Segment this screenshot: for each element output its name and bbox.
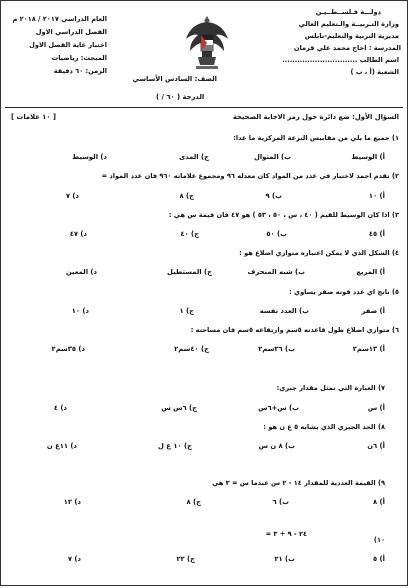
ministry-name: وزارة التـربيــة والـتعليم العالي [298,20,399,28]
school-name: المدرسة : اخاج محمد علي قرمان [293,44,401,52]
question-6: ٦) متوازي اضلاع طول قاعدته ٥سم وارتفاعه ٥سم فان مساحته : [190,326,399,334]
question-9: ٩) القيمة العددية للمقدار ١٤ - ٢ س عندما س = ٣ هي [212,479,385,487]
q10-option-d[interactable]: د) ٧ [67,555,81,563]
q6-option-d[interactable]: د) ٣٥سم٢ [51,345,85,353]
q3-option-d[interactable]: د) ٤٧ [69,230,87,238]
header-right [282,6,399,78]
q9-option-c[interactable]: ج) ٨ [186,498,201,506]
question-7: ٧) العبارة التي تمثل مقدار جبري: [276,384,385,392]
q1-option-d[interactable]: د) الوسيط [72,153,107,161]
q7-option-c[interactable]: ج) ٦س س [161,404,197,412]
question-10-expression: ٢٤ - ٩ ÷ ٣ = [265,530,307,538]
question-5: ٥) ناتج اي عدد قوته صفر يساوي : [289,288,399,296]
q5-option-d[interactable]: د) ١٠ [71,307,89,315]
header-left [13,13,107,78]
section-title: السؤال الأول: ضع دائرة حول رمز الاجابة الصحيحة [232,113,399,121]
question-3: ٣) اذا كان الوسيط للقيم ( ٤٠ ، س ، ٥٠ ، ٥٣ ) هو ٤٧ فان قيمة س هي : [168,211,399,219]
q4-option-c[interactable]: ج) المستطيل [167,268,212,276]
student-name-field: اسم الطالب .............................. [282,56,399,64]
semester: الفصل الدراسي الاول [35,28,107,36]
q5-option-a[interactable]: أ) صفر [361,307,385,315]
q8-option-a[interactable]: أ) ٦ن [367,442,385,450]
q5-option-c[interactable]: ج) ١ [179,307,194,315]
school-year: العام الدراسي ٢٠١٧ / ٢٠١٨ م [12,15,107,23]
section-marks: [ ١٠ علامات ] [11,113,57,121]
grade-label: الصف: السادس الأساسي [132,75,217,83]
q10-option-a[interactable]: أ) ٥ [373,555,385,563]
question-8: ٨) الحد الجبري الذي يشابه ٥ ع ن هو : [263,423,385,431]
q4-option-b[interactable]: ب) شبه المنحرف [247,268,305,276]
q10-option-b[interactable]: ب) ٢١ [274,555,295,563]
q3-option-b[interactable]: ب) ٥٠ [266,230,287,238]
q2-option-c[interactable]: ج) ٨ [179,192,194,200]
q2-option-a[interactable]: أ) ١٠ [368,192,385,200]
section-field: الشعبة (أ ، ب ) [350,68,399,76]
subject: المبحث: رياضيات [51,54,107,62]
q2-option-d[interactable]: د) ٧ [65,192,79,200]
q10-option-c[interactable]: ج) ٢٢ [176,555,195,563]
q4-option-a[interactable]: أ) المربع [356,268,385,276]
q5-option-b[interactable]: ب) العدد نفسه [259,307,309,315]
exam-name: اختبار غاية الفصل الاول [29,41,107,49]
q9-option-d[interactable]: د) ١٢ [63,498,81,506]
question-4: ٤) الشكل الذي لا يمكن اعتباره متوازي اضلاع هو : [239,249,399,257]
q3-option-c[interactable]: ج) ٤٠ [180,230,199,238]
question-10: ١٠) [373,536,385,544]
q8-option-d[interactable]: د) ١١ع ن [46,442,77,450]
q2-option-b[interactable]: ب) ٩ [265,192,282,200]
q3-option-a[interactable]: أ) ٤٥ [368,230,385,238]
q7-option-b[interactable]: ب) س+٦س [258,404,299,412]
q8-option-c[interactable]: ج) ١٠ ع ل [158,442,192,450]
q9-option-b[interactable]: ب) ٦ [272,498,289,506]
q4-option-d[interactable]: د) المعين [65,268,97,276]
q7-option-a[interactable]: أ) س [367,404,385,412]
exam-time: الزمن: ٦٠ دقيقة [53,67,107,75]
q1-option-c[interactable]: ج) المدى [179,153,209,161]
q1-option-a[interactable]: أ) الوسيط [351,153,385,161]
q9-option-a[interactable]: أ) ٨ [373,498,385,506]
q7-option-d[interactable]: د) ٤ [53,404,67,412]
question-2: ٢) تقدم احمد لاختبار في عدد من المواد كان معدله ٩٦ ومجموع علاماته ٩٦٠ فان عدد المواد = [101,172,399,180]
directorate-name: مديرية التربية والتعليم-نابلس [304,32,399,40]
palestine-eagle-emblem-icon [184,13,230,71]
header-separator [5,107,403,108]
question-1: ١) جميع ما يلي من مقاييس النزعة المركزية ما عدا: [233,134,399,142]
q8-option-b[interactable]: ب) ٨ ن س [258,442,295,450]
q6-option-b[interactable]: ب) ٢٦سم٢ [258,345,295,353]
state-name: دولـــة فـلســطــيـن [315,8,381,16]
score-box: الدرجة ( ٦٠ / ) [156,93,205,101]
q1-option-b[interactable]: ب) المتوال [253,153,291,161]
q6-option-a[interactable]: أ) ١٣سم٢ [352,345,385,353]
q6-option-c[interactable]: ج) ٤٠سم٢ [174,345,209,353]
